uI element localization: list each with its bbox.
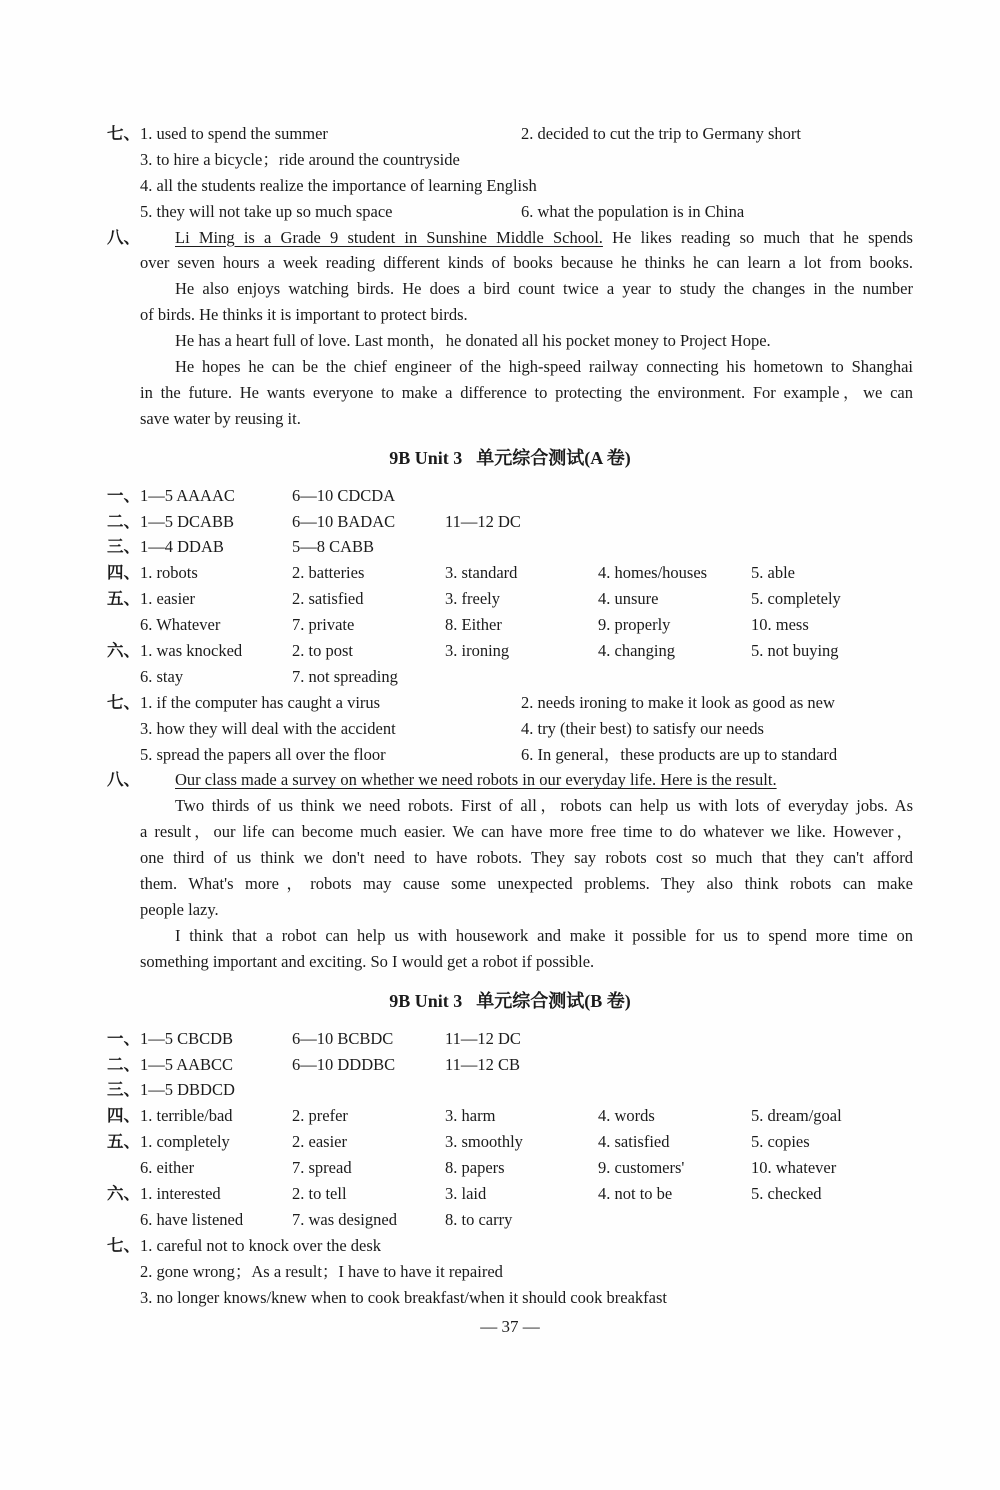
- answer-row: [107, 121, 913, 147]
- essay-line: [107, 380, 913, 406]
- answer-row: [107, 664, 913, 690]
- section-title: [107, 988, 913, 1014]
- essay-line: [107, 923, 913, 949]
- answer-item: 1. completely: [140, 1132, 230, 1152]
- answer-item: 9. customers': [598, 1158, 685, 1178]
- essay-line: [107, 250, 913, 276]
- answer-row: [107, 483, 913, 509]
- answer-row: [107, 1207, 913, 1233]
- answer-content: [107, 121, 913, 1340]
- answer-row: [107, 560, 913, 586]
- answer-item: 4. unsure: [598, 589, 659, 609]
- topic-sentence: Li Ming is a Grade 9 student in Sunshine Middle School.: [175, 227, 603, 247]
- answer-item: 2. gone wrong；As a result；I have to have it repaired: [140, 1261, 503, 1281]
- answer-item: 1. interested: [140, 1183, 221, 1203]
- essay-line: [107, 871, 913, 897]
- question-label: 一、: [107, 1028, 140, 1048]
- answer-item: 1—4 DDAB: [140, 537, 224, 557]
- answer-item: 2. easier: [292, 1132, 347, 1152]
- answer-item: 5. completely: [751, 589, 841, 609]
- answer-row: [107, 612, 913, 638]
- question-label: 八、: [107, 227, 140, 247]
- essay-line: [107, 949, 913, 975]
- answer-item: 5. dream/goal: [751, 1106, 842, 1126]
- answer-item: 5. able: [751, 563, 795, 583]
- answer-item: 2. prefer: [292, 1106, 348, 1126]
- essay-line: [107, 793, 913, 819]
- answer-item: 1. terrible/bad: [140, 1106, 233, 1126]
- answer-item: 1. used to spend the summer: [140, 124, 328, 143]
- answer-item: 6. In general，these products are up to standard: [521, 744, 838, 764]
- section-title: [107, 445, 913, 471]
- question-label: 三、: [107, 1080, 140, 1100]
- essay-text-line: save water by reusing it.: [140, 408, 301, 428]
- essay-line: [107, 819, 913, 845]
- answer-row: [107, 509, 913, 535]
- essay-text-line: He also enjoys watching birds. He does a bird count twice a year to study the changes in the number: [175, 279, 913, 299]
- section-title-en: 9B Unit 3: [389, 990, 463, 1011]
- answer-item: 3. ironing: [445, 641, 510, 661]
- answer-row: [107, 199, 913, 225]
- answer-item: 1—5 AAAAC: [140, 485, 235, 505]
- answer-item: 1. if the computer has caught a virus: [140, 692, 381, 712]
- question-label: 五、: [107, 589, 140, 609]
- answer-item: 4. words: [598, 1106, 655, 1126]
- essay-line: [107, 225, 913, 251]
- answer-row: [107, 534, 913, 560]
- answer-item: 6. stay: [140, 666, 184, 686]
- answer-item: 7. spread: [292, 1158, 352, 1178]
- question-label: 六、: [107, 1183, 140, 1203]
- answer-item: 3. how they will deal with the accident: [140, 718, 396, 738]
- answer-item: 2. satisfied: [292, 589, 364, 609]
- answer-row: [107, 1155, 913, 1181]
- answer-row: [107, 638, 913, 664]
- answer-item: 4. all the students realize the importance of learning English: [140, 175, 537, 195]
- answer-item: 6. have listened: [140, 1209, 244, 1229]
- answer-row: [107, 742, 913, 768]
- answer-row: [107, 690, 913, 716]
- answer-item: 1—5 DCABB: [140, 511, 234, 531]
- answer-row: [107, 716, 913, 742]
- answer-item: 5. copies: [751, 1132, 810, 1152]
- answer-item: 7. was designed: [292, 1209, 397, 1229]
- answer-row: [107, 586, 913, 612]
- question-label: 八、: [107, 770, 140, 790]
- essay-text-line: [175, 225, 913, 251]
- essay-line: [107, 767, 913, 793]
- answer-row: [107, 147, 913, 173]
- answer-item: 1. easier: [140, 589, 195, 609]
- answer-item: 8. Either: [445, 615, 502, 635]
- question-label: 三、: [107, 537, 140, 557]
- essay-text-line: He has a heart full of love. Last month，he donated all his pocket money to Project Hope.: [175, 331, 771, 351]
- answer-item: 6—10 DDDBC: [292, 1054, 396, 1074]
- answer-item: 5. spread the papers all over the floor: [140, 744, 386, 764]
- answer-item: 4. homes/houses: [598, 563, 708, 583]
- essay-text-line: He hopes he can be the chief engineer of the high-speed railway connecting his hometown to Shanghai: [175, 357, 913, 377]
- prev-unit-answers: [107, 121, 913, 432]
- question-label: 七、: [107, 692, 140, 712]
- answer-item: 6. either: [140, 1158, 195, 1178]
- answer-item: 1. careful not to knock over the desk: [140, 1235, 382, 1255]
- answer-item: 4. not to be: [598, 1183, 673, 1203]
- answer-item: 4. satisfied: [598, 1132, 670, 1152]
- answer-item: 10. whatever: [751, 1158, 837, 1178]
- question-label: 一、: [107, 485, 140, 505]
- answer-item: 9. properly: [598, 615, 671, 635]
- answer-item: 8. to carry: [445, 1209, 513, 1229]
- essay-text-line: people lazy.: [140, 899, 219, 919]
- answer-row: [107, 1285, 913, 1311]
- essay-text-line: something important and exciting. So I would get a robot if possible.: [140, 951, 595, 971]
- answer-item: 6—10 BADAC: [292, 511, 396, 531]
- question-label: 四、: [107, 1106, 140, 1126]
- answer-item: 6. Whatever: [140, 615, 221, 635]
- topic-sentence: Our class made a survey on whether we need robots in our everyday life. Here is the result.: [175, 770, 777, 790]
- answer-item: 5. not buying: [751, 641, 839, 661]
- answer-item: 2. to tell: [292, 1183, 347, 1203]
- question-label: 二、: [107, 1054, 140, 1074]
- essay-text-line: of birds. He thinks it is important to protect birds.: [140, 305, 468, 325]
- question-label: 五、: [107, 1132, 140, 1152]
- answer-item: 3. freely: [445, 589, 500, 609]
- answer-item: 2. needs ironing to make it look as good as new: [521, 692, 835, 712]
- question-label: 四、: [107, 563, 140, 583]
- answer-item: 4. try (their best) to satisfy our needs: [521, 718, 764, 738]
- answer-item: 7. private: [292, 615, 355, 635]
- answer-item: 6—10 BCBDC: [292, 1028, 394, 1048]
- answer-item: 3. no longer knows/knew when to cook breakfast/when it should cook breakfast: [140, 1287, 667, 1307]
- question-label: 七、: [107, 124, 140, 143]
- answer-item: 3. laid: [445, 1183, 487, 1203]
- page-number: — 37 —: [480, 1317, 540, 1337]
- test-b-answers: [107, 988, 913, 1311]
- answer-item: 1—5 DBDCD: [140, 1080, 235, 1100]
- answer-item: 1. was knocked: [140, 641, 243, 661]
- essay-text-line: a result，our life can become much easier. We can have more free time to do whatever we like. However，: [140, 822, 913, 842]
- answer-item: 1. robots: [140, 563, 198, 583]
- answer-row: [107, 1181, 913, 1207]
- question-label: 七、: [107, 1235, 140, 1255]
- answer-item: 7. not spreading: [292, 666, 398, 686]
- answer-item: 2. decided to cut the trip to Germany short: [521, 124, 801, 143]
- answer-item: 6—10 CDCDA: [292, 485, 396, 505]
- test-a-answers: [107, 445, 913, 975]
- essay-text: He likes reading so much that he spends: [612, 227, 913, 247]
- answer-item: 11—12 CB: [445, 1054, 521, 1074]
- section-title-en: 9B Unit 3: [389, 447, 463, 468]
- essay-text-line: them. What's more，robots may cause some unexpected problems. They also think robots can make: [140, 874, 913, 894]
- answer-item: 3. harm: [445, 1106, 496, 1126]
- answer-item: 6. what the population is in China: [521, 201, 745, 221]
- answer-item: 8. papers: [445, 1158, 505, 1178]
- answer-row: [107, 1026, 913, 1052]
- section-title-cn: 单元综合测试(B 卷): [476, 990, 631, 1011]
- answer-row: [107, 1077, 913, 1103]
- essay-line: [107, 845, 913, 871]
- essay-text-line: Two thirds of us think we need robots. First of all，robots can help us with lots of everyday jobs. As: [175, 796, 913, 816]
- answer-item: 5—8 CABB: [292, 537, 375, 557]
- answer-item: 5. checked: [751, 1183, 822, 1203]
- answer-item: 1—5 AABCC: [140, 1054, 234, 1074]
- essay-line: [107, 302, 913, 328]
- answer-item: 3. to hire a bicycle；ride around the countryside: [140, 149, 460, 169]
- answer-item: 3. standard: [445, 563, 518, 583]
- essay-text-line: I think that a robot can help us with housework and make it possible for us to spend more time on: [175, 925, 913, 945]
- answer-item: 4. changing: [598, 641, 675, 661]
- essay-line: [107, 276, 913, 302]
- answer-item: 5. they will not take up so much space: [140, 201, 393, 221]
- section-title-cn: 单元综合测试(A 卷): [476, 447, 631, 468]
- essay-line: [107, 354, 913, 380]
- answer-item: 10. mess: [751, 615, 809, 635]
- answer-item: 1—5 CBCDB: [140, 1028, 234, 1048]
- answer-row: [107, 1052, 913, 1078]
- essay-text-line: [175, 767, 913, 793]
- essay-text-line: in the future. He wants everyone to make a difference to protecting the environment. For example，we can: [140, 382, 913, 402]
- answer-row: [107, 1259, 913, 1285]
- answer-row: [107, 1103, 913, 1129]
- answer-row: [107, 1233, 913, 1259]
- answer-item: 2. to post: [292, 641, 353, 661]
- essay-line: [107, 328, 913, 354]
- answer-item: 11—12 DC: [445, 1028, 521, 1048]
- essay-line: [107, 406, 913, 432]
- question-label: 六、: [107, 641, 140, 661]
- answer-row: [107, 1129, 913, 1155]
- essay-text-line: one third of us think we don't need to have robots. They say robots cost so much that they can't afford: [140, 848, 913, 868]
- essay-text-line: over seven hours a week reading different kinds of books because he thinks he can learn a lot from books.: [140, 253, 913, 273]
- question-label: 二、: [107, 511, 140, 531]
- answer-item: 3. smoothly: [445, 1132, 523, 1152]
- answer-row: [107, 173, 913, 199]
- answer-item: 2. batteries: [292, 563, 365, 583]
- essay-line: [107, 897, 913, 923]
- answer-item: 11—12 DC: [445, 511, 521, 531]
